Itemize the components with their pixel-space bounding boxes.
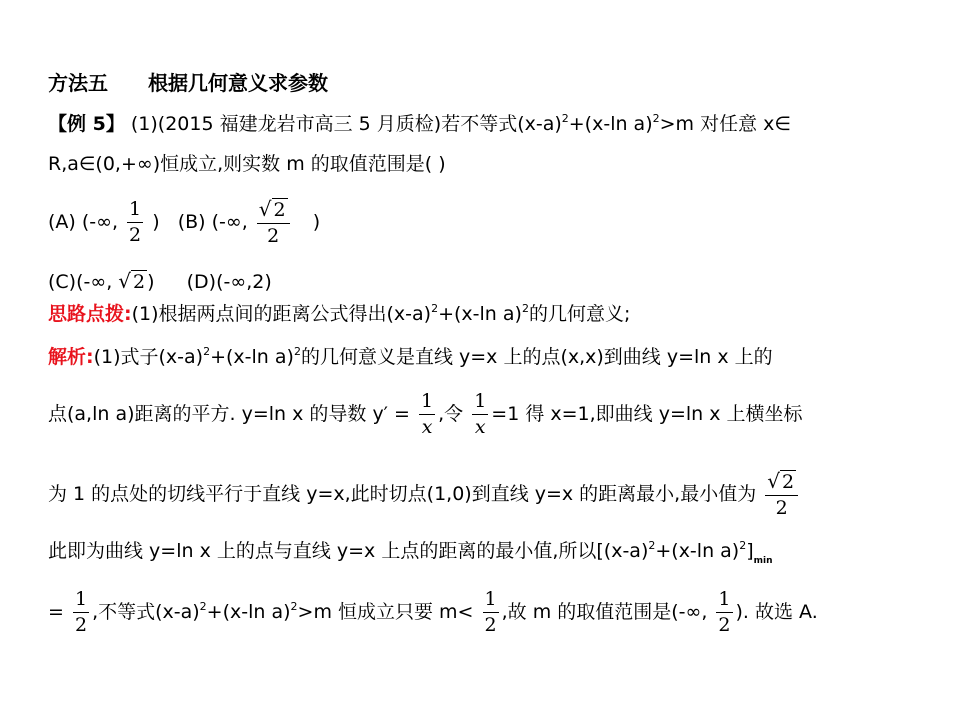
fraction: $\frac{1}{2}$ [484, 588, 497, 636]
solution-line-2: 点(a,ln a)距离的平方. y=ln x 的导数 y′ = $\frac{1}{x}$ ,令 $\frac{1}{x}$ =1 得 x=1,即曲线 y=ln x 上横坐标 [48, 390, 803, 438]
method-title: 根据几何意义求参数 [148, 71, 328, 95]
fraction: $\frac{1}{2}$ [718, 588, 731, 636]
fraction: $\frac{√ 2}{2}$ [765, 471, 798, 518]
solution-line-1: 解析:(1)式子$(x-a)^2+(x-\ln$ a)$^2$的几何意义是直线 y=x 上的点(x,x)到曲线 y=ln x 上的 [48, 345, 773, 368]
option-c: (C)(-∞, √ 2 ) [48, 269, 155, 293]
fraction: $\frac{1}{2}$ [74, 588, 88, 636]
hint-label: 思路点拨: [48, 303, 132, 325]
solution-line-3: 为 1 的点处的切线平行于直线 y=x,此时切点(1,0)到直线 y=x 的距离最小,最小值为 $\frac{√ 2}{2}$ [48, 466, 801, 522]
sqrt: √ 2 [118, 269, 146, 293]
fraction: $\frac{1}{x}$ [421, 390, 434, 438]
option-a: (A) (-∞, $\frac{1}{2}$ ) [48, 198, 160, 246]
hint: 思路点拨:(1)根据两点间的距离公式得出$(x-a)^2+(x-\ln$ a)$^2$的几何意义; [48, 302, 631, 325]
options-ab [48, 198, 320, 246]
example-tag: 【例 5】 [48, 113, 125, 135]
method-heading [48, 70, 328, 96]
options-cd [48, 268, 272, 295]
example-question-line-1: 【例 5】 (1)(2015 福建龙岩市高三 5 月质检)若不等式$(x-a)^2+(x-\ln$ a)$^2$>m 对任意 x∈ [48, 112, 791, 135]
solution-line-4: 此即为曲线 y=ln x 上的点与直线 y=x 上点的距离的最小值,所以[$(x-a)^2+(x-\ln$ $a)^2]_{min}$ [48, 539, 773, 566]
option-d: (D)(-∞,2) [186, 271, 272, 293]
example-question-line-2: R,a∈(0,+∞)恒成立,则实数 m 的取值范围是( ) [48, 153, 446, 175]
fraction: $\frac{√ 2}{2}$ [257, 199, 290, 246]
fraction: $\frac{1}{2}$ [129, 198, 142, 246]
solution-label: 解析: [48, 346, 94, 368]
method-number: 方法五 [48, 71, 108, 95]
fraction: $\frac{1}{x}$ [474, 390, 487, 438]
solution-line-5: = $\frac{1}{2}$ ,不等式$(x-a)^2+(x-\ln$ a)$^2$>m 恒成立只要 m< $\frac{1}{2}$ ,故 m 的取值范围是(-∞, $\frac{1}{2}$ ). 故选 A. [48, 588, 818, 636]
option-b: (B) (-∞, $\frac{√ 2}{2}$ ) [177, 197, 321, 247]
